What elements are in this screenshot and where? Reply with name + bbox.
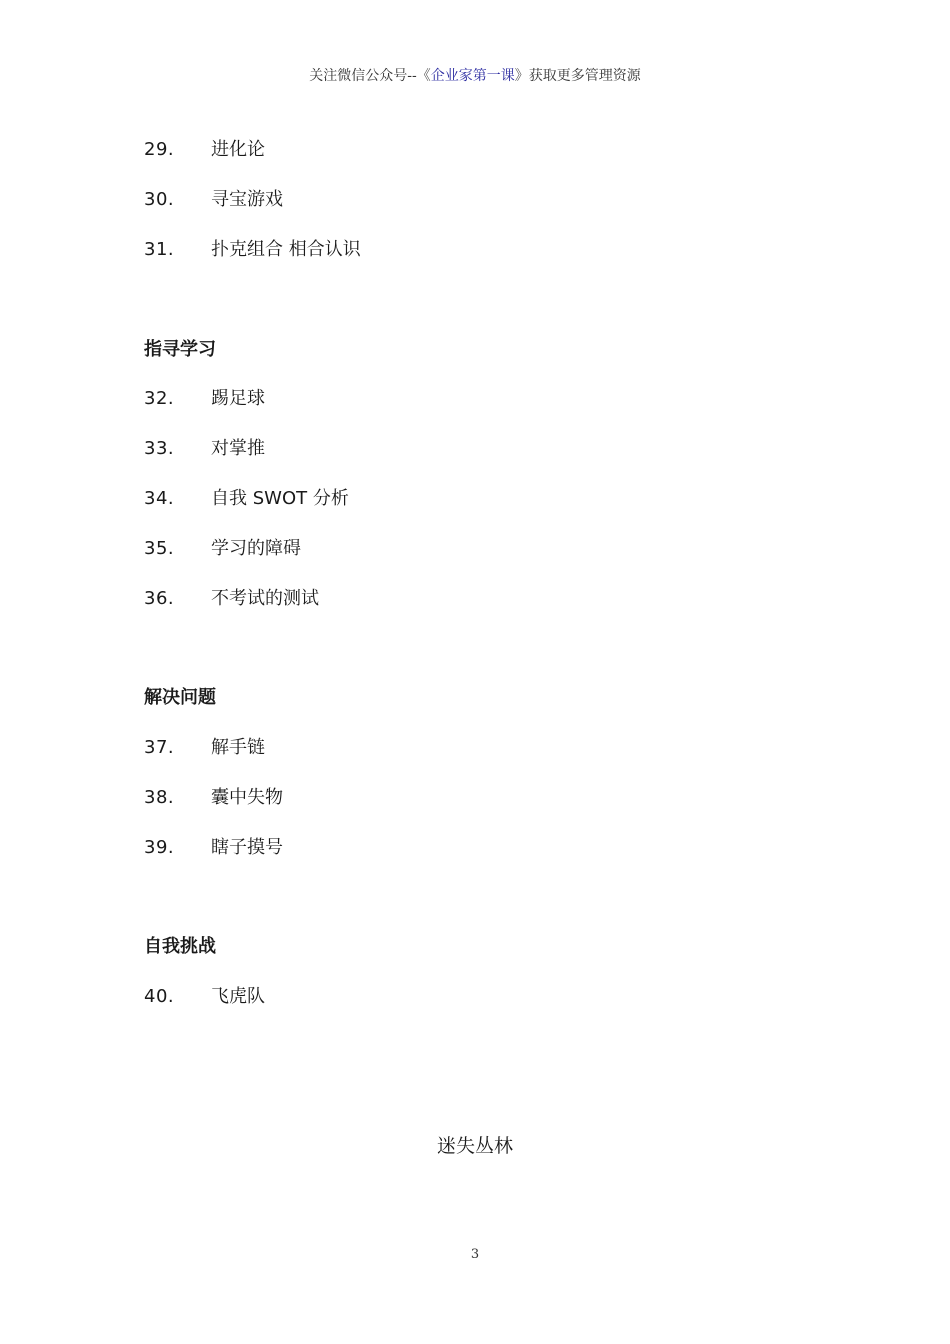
item-text: 囊中失物 [211, 787, 283, 808]
document-title: 迷失丛林 [436, 1135, 513, 1157]
item-text: 进化论 [211, 139, 265, 160]
item-text: 不考试的测试 [211, 588, 319, 609]
item-text: 对掌推 [211, 438, 265, 459]
item-number: 40. [144, 986, 175, 1007]
page-number: 3 [470, 1247, 480, 1262]
item-text: 学习的障碍 [211, 538, 301, 559]
item-text: 扑克组合 相合认识 [211, 239, 361, 260]
header-prefix: 关注微信公众号--《 [309, 68, 431, 84]
item-number: 38. [144, 787, 175, 808]
header-link[interactable]: 企业家第一课 [430, 68, 515, 84]
item-number: 29. [144, 139, 175, 160]
item-number: 35. [144, 538, 175, 559]
item-text: 解手链 [211, 737, 265, 758]
item-number: 37. [144, 737, 175, 758]
item-number: 32. [144, 388, 175, 409]
item-number: 34. [144, 488, 175, 509]
item-number: 39. [144, 837, 175, 858]
item-text: 踢足球 [211, 388, 265, 409]
item-number: 30. [144, 189, 175, 210]
section-heading: 解决问题 [144, 687, 216, 708]
item-number: 31. [144, 239, 175, 260]
section-heading: 指寻学习 [144, 339, 216, 360]
item-text: 寻宝游戏 [211, 189, 283, 210]
item-text: 自我 SWOT 分析 [211, 488, 349, 509]
item-number: 33. [144, 438, 175, 459]
item-text: 飞虎队 [211, 986, 265, 1007]
header-suffix: 》获取更多管理资源 [514, 68, 641, 84]
page-header [0, 66, 950, 86]
item-text: 瞎子摸号 [211, 837, 283, 858]
item-number: 36. [144, 588, 175, 609]
section-heading: 自我挑战 [144, 936, 216, 957]
